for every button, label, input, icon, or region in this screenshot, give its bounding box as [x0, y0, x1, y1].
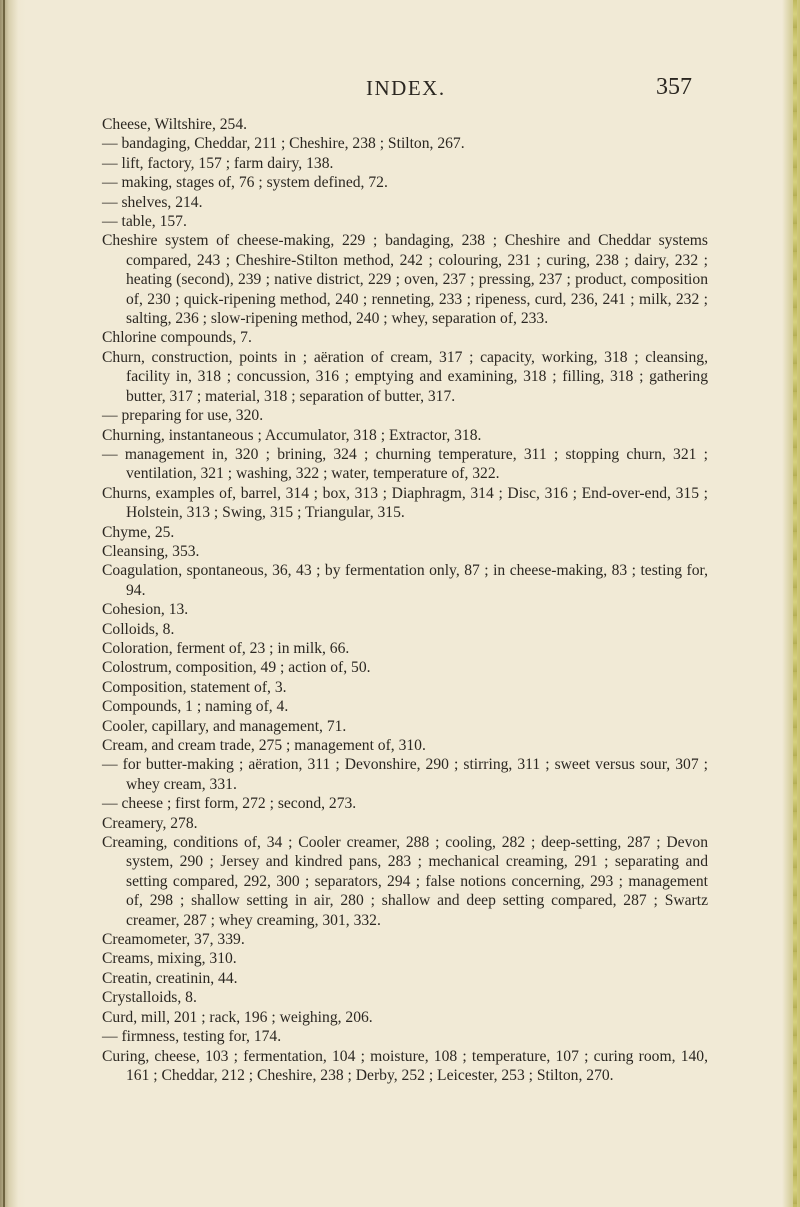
index-entry: Crystalloids, 8. [102, 989, 197, 1007]
index-entry: Churning, instantaneous ; Accumulator, 318 ; Extractor, 318. [102, 426, 482, 444]
index-entry: Chyme, 25. [102, 523, 175, 541]
index-entry: — lift, factory, 157 ; farm dairy, 138. [102, 154, 334, 172]
index-entry: Cheese, Wiltshire, 254. [102, 116, 248, 133]
index-entry: Cheshire system of cheese-making, 229 ; bandaging, 238 ; Cheshire and Cheddar systems compared, 243 ; Cheshire-Stilton method, 242 ; colouring, 231 ; curing, 238 ; dairy, 232 ; heating (second), 239 ; native district, 229 ; oven, 237 ; pressing, 237 ; product, composition of, 230 ; quick-ripening method, 240 ; renneting, 233 ; ripeness, curd, 236, 241 ; milk, 232 ; salting, 236 ; slow-ripening method, 240 ; whey, separation of, 233. [102, 232, 708, 328]
index-entry: Coagulation, spontaneous, 36, 43 ; by fermentation only, 87 ; in cheese-making, 83 ; testing for, 94. [102, 562, 708, 599]
index-entry: Creamometer, 37, 339. [102, 931, 245, 949]
index-entry: Composition, statement of, 3. [102, 678, 287, 696]
book-spine-edge [3, 0, 5, 1207]
index-entry: Colloids, 8. [102, 620, 175, 638]
index-entry: Churns, examples of, barrel, 314 ; box, 313 ; Diaphragm, 314 ; Disc, 316 ; End-over-end, 315 ; Holstein, 313 ; Swing, 315 ; Triangular, 315. [102, 484, 708, 522]
page-number: 357 [656, 74, 692, 100]
page-edge-stripe [793, 0, 797, 1207]
index-entry: — for butter-making ; aëration, 311 ; Devonshire, 290 ; stirring, 311 ; sweet versus sour, 307 ; whey cream, 331. [102, 756, 708, 793]
index-entry: Cream, and cream trade, 275 ; management of, 310. [102, 737, 426, 754]
index-entry: — shelves, 214. [102, 193, 203, 211]
index-entry: Colostrum, composition, 49 ; action of, 50. [102, 659, 371, 677]
index-entry: — preparing for use, 320. [102, 407, 264, 425]
index-entry: Creams, mixing, 310. [102, 950, 237, 968]
index-entry: Curd, mill, 201 ; rack, 196 ; weighing, 206. [102, 1008, 373, 1026]
index-entry: — making, stages of, 76 ; system defined, 72. [102, 174, 388, 192]
index-entry: — firmness, testing for, 174. [102, 1028, 282, 1046]
index-entry: — bandaging, Cheddar, 211 ; Cheshire, 238 ; Stilton, 267. [102, 135, 465, 153]
index-list [102, 115, 708, 1085]
index-entry: Cooler, capillary, and management, 71. [102, 717, 347, 735]
index-entry: Coloration, ferment of, 23 ; in milk, 66. [102, 639, 350, 657]
index-entry: Churn, construction, points in ; aëration of cream, 317 ; capacity, working, 318 ; cleansing, facility in, 318 ; concussion, 316 ; emptying and examining, 318 ; filling, 318 ; gathering butter, 317 ; material, 318 ; separation of butter, 317. [102, 348, 708, 405]
index-entry: Compounds, 1 ; naming of, 4. [102, 698, 289, 716]
index-entry: — management in, 320 ; brining, 324 ; churning temperature, 311 ; stopping churn, 321 ; ventilation, 321 ; washing, 322 ; water, temperature of, 322. [102, 445, 708, 483]
page-title: INDEX. [366, 76, 446, 100]
index-entry: Creatin, creatinin, 44. [102, 969, 238, 987]
index-entry: Cohesion, 13. [102, 601, 189, 619]
page-right-edge [782, 0, 800, 1207]
index-entry: Chlorine compounds, 7. [102, 329, 252, 347]
index-entry: Cleansing, 353. [102, 542, 200, 560]
index-entry: Curing, cheese, 103 ; fermentation, 104 ; moisture, 108 ; temperature, 107 ; curing room, 140, 161 ; Cheddar, 212 ; Cheshire, 238 ; Derby, 252 ; Leicester, 253 ; Stilton, 270. [102, 1047, 708, 1084]
index-entry: — cheese ; first form, 272 ; second, 273. [102, 795, 357, 813]
index-entry: Creamery, 278. [102, 814, 198, 832]
index-entry: Creaming, conditions of, 34 ; Cooler creamer, 288 ; cooling, 282 ; deep-setting, 287 ; Devon system, 290 ; Jersey and kindred pans, 283 ; mechanical creaming, 291 ; separating and setting compared, 292, 300 ; separators, 294 ; false notions concerning, 293 ; management of, 298 ; shallow setting in air, 280 ; shallow and deep setting compared, 287 ; Swartz creamer, 287 ; whey creaming, 301, 332. [102, 834, 708, 929]
index-entry: — table, 157. [102, 213, 187, 231]
page-header [0, 76, 800, 104]
